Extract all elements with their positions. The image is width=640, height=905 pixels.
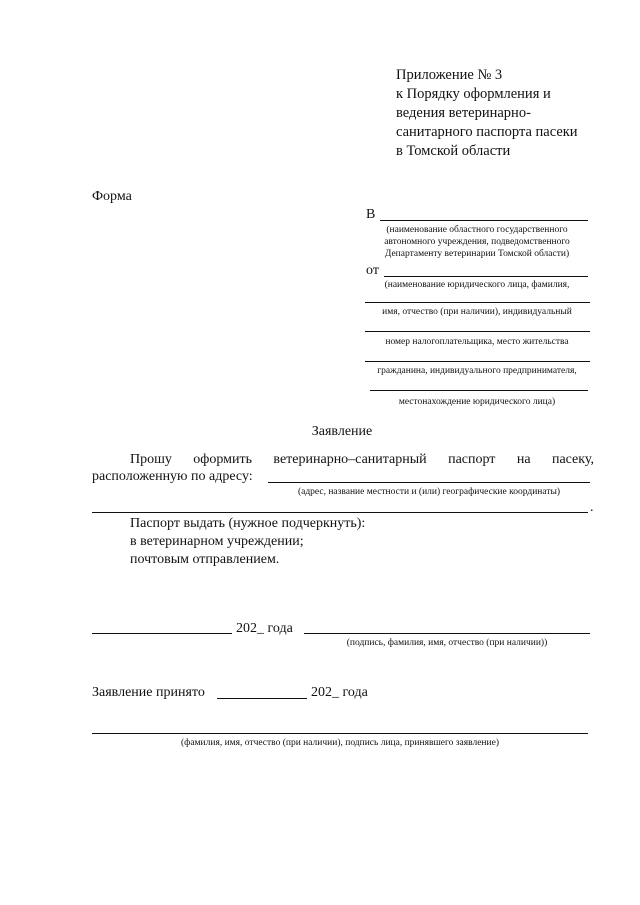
appendix-block (396, 66, 578, 161)
to-hint-line: автономного учреждения, подведомственного (384, 237, 570, 247)
statement-title: Заявление (311, 424, 373, 439)
accepted-year: 202_ года (311, 685, 368, 700)
from-hint-1: (наименование юридического лица, фамилия, (384, 280, 570, 290)
form-label: Форма (92, 189, 132, 204)
issue-option-office[interactable]: в ветеринарном учреждении; (130, 534, 304, 549)
from-hint-3: номер налогоплательщика, место жительства (385, 337, 569, 347)
signature-field-line[interactable] (304, 633, 590, 634)
from-hint-5: местонахождение юридического лица) (398, 397, 556, 407)
body-word: паспорт (448, 452, 496, 467)
issue-option-mail[interactable]: почтовым отправлением. (130, 552, 280, 567)
to-field-line[interactable] (380, 220, 588, 221)
appendix-line: ведения ветеринарно- (396, 105, 531, 121)
address-field-line-2[interactable] (92, 512, 588, 513)
accepted-name-line[interactable] (92, 733, 588, 734)
body-word: на (516, 452, 531, 467)
address-hint: (адрес, название местности и (или) географические координаты) (297, 487, 561, 497)
accepted-label: Заявление принято (92, 685, 205, 700)
accepted-date-line[interactable] (217, 698, 307, 699)
signature-hint: (подпись, фамилия, имя, отчество (при наличии)) (346, 638, 548, 648)
from-field-line-3[interactable] (365, 331, 590, 332)
to-hint (364, 224, 590, 260)
appendix-line: к Порядку оформления и (396, 86, 551, 102)
body-word: ветеринарно–санитарный (273, 452, 427, 467)
body-word: пасеку, (551, 452, 594, 467)
address-line-end: . (590, 500, 594, 515)
address-field-line[interactable] (268, 482, 590, 483)
from-field-line-2[interactable] (365, 302, 590, 303)
from-hint-4: гражданина, индивидуального предпринимателя, (377, 366, 577, 376)
date-field-line[interactable] (92, 633, 232, 634)
appendix-line: в Томской области (396, 143, 511, 159)
statement-body-line-1 (130, 451, 594, 469)
from-field-line-5[interactable] (370, 390, 588, 391)
body-word: Прошу (130, 452, 172, 467)
to-hint-line: (наименование областного государственного (386, 225, 568, 235)
from-hint-2: имя, отчество (при наличии), индивидуальный (382, 307, 572, 317)
from-field-line[interactable] (384, 276, 588, 277)
body-word: оформить (193, 452, 253, 467)
signature-year: 202_ года (236, 621, 293, 636)
issue-label: Паспорт выдать (нужное подчеркнуть): (130, 516, 366, 531)
to-hint-line: Департаменту ветеринарии Томской области) (384, 249, 570, 259)
appendix-line: санитарного паспорта пасеки (396, 124, 578, 140)
from-field-line-4[interactable] (365, 361, 590, 362)
from-prefix: от (366, 263, 379, 278)
statement-body-line-2: расположенную по адресу: (92, 469, 253, 484)
to-prefix: В (366, 207, 376, 222)
appendix-line: Приложение № 3 (396, 67, 503, 83)
accepted-hint: (фамилия, имя, отчество (при наличии), подпись лица, принявшего заявление) (181, 738, 499, 748)
